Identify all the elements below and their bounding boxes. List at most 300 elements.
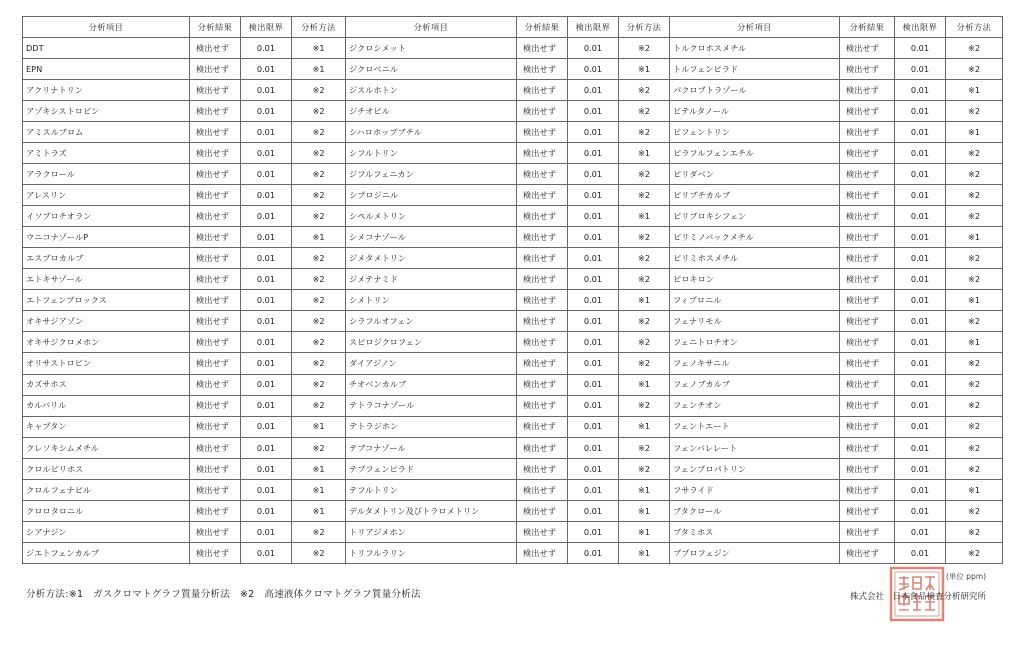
- detection-limit: 0.01: [568, 416, 619, 437]
- detection-limit: 0.01: [241, 227, 292, 248]
- analysis-result: 検出せず: [517, 458, 568, 479]
- analysis-result: 検出せず: [517, 227, 568, 248]
- analysis-result: 検出せず: [517, 80, 568, 101]
- analyte-name: ピリミホスメチル: [670, 248, 840, 269]
- analysis-method: ※2: [619, 332, 670, 353]
- analysis-method: ※2: [946, 458, 1003, 479]
- analyte-name: テフルトリン: [346, 479, 517, 500]
- detection-limit: 0.01: [895, 374, 946, 395]
- detection-limit: 0.01: [568, 59, 619, 80]
- analysis-method: ※2: [292, 101, 346, 122]
- analyte-name: アミトラズ: [23, 143, 190, 164]
- header-method-2: 分析方法: [619, 17, 670, 38]
- analysis-result: 検出せず: [840, 395, 895, 416]
- analyte-name: ジクロシメット: [346, 38, 517, 59]
- table-row: [23, 311, 1003, 332]
- table-row: [23, 122, 1003, 143]
- table-row: [23, 227, 1003, 248]
- analysis-result: 検出せず: [190, 101, 241, 122]
- detection-limit: 0.01: [241, 38, 292, 59]
- table-row: [23, 437, 1003, 458]
- detection-limit: 0.01: [568, 122, 619, 143]
- analysis-method: ※2: [946, 143, 1003, 164]
- detection-limit: 0.01: [241, 458, 292, 479]
- analyte-name: ジスルホトン: [346, 80, 517, 101]
- analysis-method: ※2: [292, 80, 346, 101]
- analyte-name: シハロホップブチル: [346, 122, 517, 143]
- header-item-1: 分析項目: [23, 17, 190, 38]
- analysis-result: 検出せず: [190, 395, 241, 416]
- analyte-name: ピロキロン: [670, 269, 840, 290]
- analyte-name: オキサジクロメホン: [23, 332, 190, 353]
- analysis-method: ※1: [946, 227, 1003, 248]
- analyte-name: DDT: [23, 38, 190, 59]
- analysis-method: ※2: [946, 416, 1003, 437]
- analysis-result: 検出せず: [517, 416, 568, 437]
- analysis-method: ※2: [946, 59, 1003, 80]
- analysis-method: ※1: [619, 479, 670, 500]
- analysis-method: ※2: [292, 290, 346, 311]
- analysis-result: 検出せず: [840, 185, 895, 206]
- detection-limit: 0.01: [241, 542, 292, 563]
- detection-limit: 0.01: [241, 122, 292, 143]
- analyte-name: フィプロニル: [670, 290, 840, 311]
- analysis-method: ※1: [292, 479, 346, 500]
- detection-limit: 0.01: [241, 479, 292, 500]
- analyte-name: エスプロカルブ: [23, 248, 190, 269]
- analysis-method: ※1: [619, 59, 670, 80]
- table-row: [23, 80, 1003, 101]
- analysis-result: 検出せず: [517, 374, 568, 395]
- detection-limit: 0.01: [241, 311, 292, 332]
- analyte-name: キャプタン: [23, 416, 190, 437]
- analysis-method: ※2: [946, 542, 1003, 563]
- detection-limit: 0.01: [568, 206, 619, 227]
- analyte-name: ピリミノバックメチル: [670, 227, 840, 248]
- analysis-method: ※2: [619, 311, 670, 332]
- analysis-result: 検出せず: [840, 416, 895, 437]
- analysis-method: ※2: [619, 185, 670, 206]
- header-method-3: 分析方法: [946, 17, 1003, 38]
- analysis-method: ※1: [946, 290, 1003, 311]
- analyte-name: フェノキサニル: [670, 353, 840, 374]
- analysis-result: 検出せず: [840, 227, 895, 248]
- analysis-method: ※2: [946, 101, 1003, 122]
- detection-limit: 0.01: [895, 290, 946, 311]
- analysis-result: 検出せず: [840, 248, 895, 269]
- analysis-result: 検出せず: [840, 500, 895, 521]
- analysis-result: 検出せず: [517, 38, 568, 59]
- detection-limit: 0.01: [895, 227, 946, 248]
- analysis-result: 検出せず: [840, 122, 895, 143]
- analysis-method: ※2: [619, 269, 670, 290]
- detection-limit: 0.01: [241, 416, 292, 437]
- analysis-method: ※2: [619, 395, 670, 416]
- detection-limit: 0.01: [895, 38, 946, 59]
- analysis-method: ※1: [292, 38, 346, 59]
- analysis-method: ※2: [619, 122, 670, 143]
- analysis-method: ※1: [619, 143, 670, 164]
- analysis-method: ※2: [292, 269, 346, 290]
- table-row: [23, 290, 1003, 311]
- analysis-method: ※1: [946, 122, 1003, 143]
- detection-limit: 0.01: [241, 59, 292, 80]
- analysis-result: 検出せず: [840, 353, 895, 374]
- analyte-name: エトキサゾール: [23, 269, 190, 290]
- header-limit-3: 検出限界: [895, 17, 946, 38]
- detection-limit: 0.01: [568, 80, 619, 101]
- analyte-name: ブプロフェジン: [670, 542, 840, 563]
- analyte-name: カルバリル: [23, 395, 190, 416]
- analysis-method: ※1: [946, 332, 1003, 353]
- analysis-result: 検出せず: [517, 269, 568, 290]
- detection-limit: 0.01: [895, 164, 946, 185]
- header-item-2: 分析項目: [346, 17, 517, 38]
- analysis-method: ※2: [619, 353, 670, 374]
- detection-limit: 0.01: [895, 500, 946, 521]
- detection-limit: 0.01: [241, 374, 292, 395]
- analysis-method: ※2: [946, 269, 1003, 290]
- table-row: [23, 101, 1003, 122]
- analysis-method: ※1: [292, 416, 346, 437]
- analysis-result: 検出せず: [840, 332, 895, 353]
- analysis-method: ※2: [619, 248, 670, 269]
- analysis-result: 検出せず: [840, 290, 895, 311]
- analysis-result: 検出せず: [190, 374, 241, 395]
- detection-limit: 0.01: [241, 269, 292, 290]
- analysis-result: 検出せず: [517, 290, 568, 311]
- analysis-method: ※1: [619, 500, 670, 521]
- analyte-name: ウニコナゾールP: [23, 227, 190, 248]
- analysis-result: 検出せず: [190, 269, 241, 290]
- header-item-3: 分析項目: [670, 17, 840, 38]
- analysis-method: ※2: [292, 353, 346, 374]
- analysis-result: 検出せず: [190, 164, 241, 185]
- analyte-name: ジチオピル: [346, 101, 517, 122]
- analyte-name: イソプロチオラン: [23, 206, 190, 227]
- analysis-result: 検出せず: [840, 521, 895, 542]
- analysis-result: 検出せず: [517, 353, 568, 374]
- analysis-result: 検出せず: [517, 122, 568, 143]
- analyte-name: EPN: [23, 59, 190, 80]
- detection-limit: 0.01: [568, 311, 619, 332]
- analysis-method: ※2: [619, 38, 670, 59]
- detection-limit: 0.01: [568, 164, 619, 185]
- analysis-method: ※2: [619, 437, 670, 458]
- detection-limit: 0.01: [241, 185, 292, 206]
- analysis-method: ※2: [619, 164, 670, 185]
- analysis-method: ※2: [619, 80, 670, 101]
- table-row: [23, 458, 1003, 479]
- table-row: [23, 248, 1003, 269]
- detection-limit: 0.01: [241, 143, 292, 164]
- analyte-name: スピロジクロフェン: [346, 332, 517, 353]
- analysis-method: ※1: [619, 416, 670, 437]
- analysis-result: 検出せず: [190, 38, 241, 59]
- analyte-name: シメコナゾール: [346, 227, 517, 248]
- analysis-result: 検出せず: [517, 59, 568, 80]
- detection-limit: 0.01: [241, 101, 292, 122]
- analyte-name: エトフェンプロックス: [23, 290, 190, 311]
- analyte-name: ビテルタノール: [670, 101, 840, 122]
- analysis-result: 検出せず: [517, 479, 568, 500]
- detection-limit: 0.01: [568, 290, 619, 311]
- analysis-method: ※1: [619, 521, 670, 542]
- analysis-method: ※2: [292, 374, 346, 395]
- detection-limit: 0.01: [895, 437, 946, 458]
- detection-limit: 0.01: [241, 206, 292, 227]
- analysis-method: ※1: [946, 479, 1003, 500]
- company-name: 株式会社 日本食品検査分析研究所: [850, 592, 987, 602]
- analyte-name: ジクロベニル: [346, 59, 517, 80]
- detection-limit: 0.01: [568, 500, 619, 521]
- analysis-result: 検出せず: [517, 143, 568, 164]
- detection-limit: 0.01: [241, 80, 292, 101]
- table-row: [23, 542, 1003, 563]
- detection-limit: 0.01: [895, 143, 946, 164]
- header-result-1: 分析結果: [190, 17, 241, 38]
- detection-limit: 0.01: [895, 80, 946, 101]
- analysis-method: ※2: [619, 227, 670, 248]
- analyte-name: アミスルブロム: [23, 122, 190, 143]
- analysis-result: 検出せず: [517, 206, 568, 227]
- analyte-name: チオベンカルブ: [346, 374, 517, 395]
- detection-limit: 0.01: [895, 101, 946, 122]
- detection-limit: 0.01: [895, 269, 946, 290]
- analysis-method: ※1: [292, 59, 346, 80]
- analysis-method: ※2: [946, 374, 1003, 395]
- analysis-result: 検出せず: [517, 311, 568, 332]
- detection-limit: 0.01: [568, 185, 619, 206]
- table-row: [23, 143, 1003, 164]
- detection-limit: 0.01: [568, 542, 619, 563]
- detection-limit: 0.01: [241, 500, 292, 521]
- analyte-name: カズサホス: [23, 374, 190, 395]
- analysis-result: 検出せず: [517, 521, 568, 542]
- detection-limit: 0.01: [895, 395, 946, 416]
- analysis-method: ※1: [292, 227, 346, 248]
- analysis-result: 検出せず: [190, 416, 241, 437]
- analyte-name: ピリプロキシフェン: [670, 206, 840, 227]
- detection-limit: 0.01: [895, 59, 946, 80]
- analysis-method: ※2: [946, 164, 1003, 185]
- analysis-result: 検出せず: [190, 332, 241, 353]
- analysis-result: 検出せず: [190, 185, 241, 206]
- detection-limit: 0.01: [568, 395, 619, 416]
- analyte-name: トルクロホスメチル: [670, 38, 840, 59]
- analyte-name: アクリナトリン: [23, 80, 190, 101]
- analyte-name: テブフェンピラド: [346, 458, 517, 479]
- analysis-result: 検出せず: [190, 59, 241, 80]
- table-row: [23, 38, 1003, 59]
- detection-limit: 0.01: [241, 395, 292, 416]
- analyte-name: ピラフルフェンエチル: [670, 143, 840, 164]
- detection-limit: 0.01: [241, 164, 292, 185]
- analysis-method: ※2: [292, 437, 346, 458]
- analysis-result: 検出せず: [840, 311, 895, 332]
- analysis-method: ※2: [292, 164, 346, 185]
- table-row: [23, 164, 1003, 185]
- table-row: [23, 500, 1003, 521]
- table-row: [23, 206, 1003, 227]
- detection-limit: 0.01: [568, 143, 619, 164]
- analysis-result: 検出せず: [840, 59, 895, 80]
- analysis-method: ※2: [946, 395, 1003, 416]
- analysis-result: 検出せず: [840, 269, 895, 290]
- analyte-name: アレスリン: [23, 185, 190, 206]
- analyte-name: シアナジン: [23, 521, 190, 542]
- table-row: [23, 59, 1003, 80]
- analysis-method: ※2: [292, 122, 346, 143]
- analysis-method: ※2: [292, 311, 346, 332]
- analyte-name: トリアジメホン: [346, 521, 517, 542]
- analysis-method: ※1: [946, 80, 1003, 101]
- analyte-name: クレソキシムメチル: [23, 437, 190, 458]
- analysis-method: ※2: [292, 395, 346, 416]
- analysis-result: 検出せず: [840, 479, 895, 500]
- analysis-method: ※2: [292, 521, 346, 542]
- analysis-result: 検出せず: [840, 437, 895, 458]
- analysis-result: 検出せず: [190, 542, 241, 563]
- analyte-name: トルフェンピラド: [670, 59, 840, 80]
- analysis-result: 検出せず: [517, 437, 568, 458]
- analysis-result: 検出せず: [517, 332, 568, 353]
- analyte-name: フェノブカルブ: [670, 374, 840, 395]
- analysis-method: ※2: [946, 353, 1003, 374]
- analyte-name: フェントエート: [670, 416, 840, 437]
- analyte-name: ピリブチカルブ: [670, 185, 840, 206]
- analysis-method: ※2: [292, 542, 346, 563]
- analysis-method: ※2: [946, 185, 1003, 206]
- analyte-name: ビフェントリン: [670, 122, 840, 143]
- analyte-name: シラフルオフェン: [346, 311, 517, 332]
- detection-limit: 0.01: [895, 416, 946, 437]
- analysis-result: 検出せず: [517, 248, 568, 269]
- detection-limit: 0.01: [568, 353, 619, 374]
- detection-limit: 0.01: [568, 38, 619, 59]
- analyte-name: オリサストロビン: [23, 353, 190, 374]
- table-row: [23, 353, 1003, 374]
- analyte-name: フェニトロチオン: [670, 332, 840, 353]
- analysis-result: 検出せず: [190, 521, 241, 542]
- analysis-method: ※2: [946, 311, 1003, 332]
- analysis-result: 検出せず: [517, 542, 568, 563]
- detection-limit: 0.01: [895, 458, 946, 479]
- analysis-method: ※2: [292, 206, 346, 227]
- analyte-name: シフルトリン: [346, 143, 517, 164]
- analysis-method: ※2: [619, 458, 670, 479]
- analysis-method: ※2: [292, 248, 346, 269]
- analysis-result: 検出せず: [840, 542, 895, 563]
- table-row: [23, 416, 1003, 437]
- analysis-method: ※2: [619, 101, 670, 122]
- analysis-method: ※1: [619, 290, 670, 311]
- analysis-result: 検出せず: [840, 80, 895, 101]
- analysis-result: 検出せず: [190, 437, 241, 458]
- detection-limit: 0.01: [895, 311, 946, 332]
- analysis-result: 検出せず: [190, 80, 241, 101]
- analysis-method: ※2: [946, 206, 1003, 227]
- analysis-result: 検出せず: [190, 290, 241, 311]
- analysis-result: 検出せず: [517, 101, 568, 122]
- analysis-method: ※2: [946, 500, 1003, 521]
- table-row: [23, 332, 1003, 353]
- table-row: [23, 521, 1003, 542]
- analysis-method: ※2: [946, 521, 1003, 542]
- header-result-2: 分析結果: [517, 17, 568, 38]
- analyte-name: アゾキシストロビン: [23, 101, 190, 122]
- analyte-name: ジエトフェンカルブ: [23, 542, 190, 563]
- analysis-result: 検出せず: [190, 122, 241, 143]
- detection-limit: 0.01: [895, 206, 946, 227]
- detection-limit: 0.01: [895, 479, 946, 500]
- analyte-name: テブコナゾール: [346, 437, 517, 458]
- analyte-name: ジフルフェニカン: [346, 164, 517, 185]
- detection-limit: 0.01: [241, 248, 292, 269]
- analysis-result: 検出せず: [190, 353, 241, 374]
- analyte-name: フサライド: [670, 479, 840, 500]
- analysis-result: 検出せず: [517, 500, 568, 521]
- analysis-result: 検出せず: [190, 311, 241, 332]
- analysis-result: 検出せず: [517, 395, 568, 416]
- analysis-result: 検出せず: [190, 458, 241, 479]
- analysis-result: 検出せず: [190, 248, 241, 269]
- analyte-name: テトラコナゾール: [346, 395, 517, 416]
- analysis-method: ※2: [292, 143, 346, 164]
- analyte-name: クロロタロニル: [23, 500, 190, 521]
- analysis-result: 検出せず: [190, 500, 241, 521]
- detection-limit: 0.01: [895, 542, 946, 563]
- header-result-3: 分析結果: [840, 17, 895, 38]
- analysis-result: 検出せず: [190, 227, 241, 248]
- detection-limit: 0.01: [568, 101, 619, 122]
- analysis-result: 検出せず: [517, 164, 568, 185]
- analyte-name: フェンプロパトリン: [670, 458, 840, 479]
- analyte-name: テトラジホン: [346, 416, 517, 437]
- detection-limit: 0.01: [568, 479, 619, 500]
- analyte-name: フェンチオン: [670, 395, 840, 416]
- analyte-name: オキサジアゾン: [23, 311, 190, 332]
- analyte-name: ダイアジノン: [346, 353, 517, 374]
- analysis-result: 検出せず: [840, 374, 895, 395]
- detection-limit: 0.01: [241, 521, 292, 542]
- analyte-name: ブタミホス: [670, 521, 840, 542]
- analysis-result: 検出せず: [840, 164, 895, 185]
- analyte-name: ブタクロール: [670, 500, 840, 521]
- unit-label: (単位 ppm): [946, 572, 987, 581]
- header-limit-2: 検出限界: [568, 17, 619, 38]
- analysis-method: ※2: [946, 437, 1003, 458]
- analyte-name: シメトリン: [346, 290, 517, 311]
- analyte-name: シプロジニル: [346, 185, 517, 206]
- results-table: [22, 16, 1003, 564]
- analysis-method: ※1: [619, 374, 670, 395]
- analysis-result: 検出せず: [840, 206, 895, 227]
- analyte-name: デルタメトリン及びトラロメトリン: [346, 500, 517, 521]
- detection-limit: 0.01: [241, 437, 292, 458]
- analysis-method: ※1: [292, 458, 346, 479]
- analyte-name: フェンバレレート: [670, 437, 840, 458]
- table-row: [23, 395, 1003, 416]
- analysis-method: ※2: [292, 332, 346, 353]
- detection-limit: 0.01: [895, 332, 946, 353]
- header-row: [23, 17, 1003, 38]
- analysis-result: 検出せず: [840, 38, 895, 59]
- detection-limit: 0.01: [568, 374, 619, 395]
- detection-limit: 0.01: [568, 458, 619, 479]
- detection-limit: 0.01: [241, 353, 292, 374]
- table-row: [23, 374, 1003, 395]
